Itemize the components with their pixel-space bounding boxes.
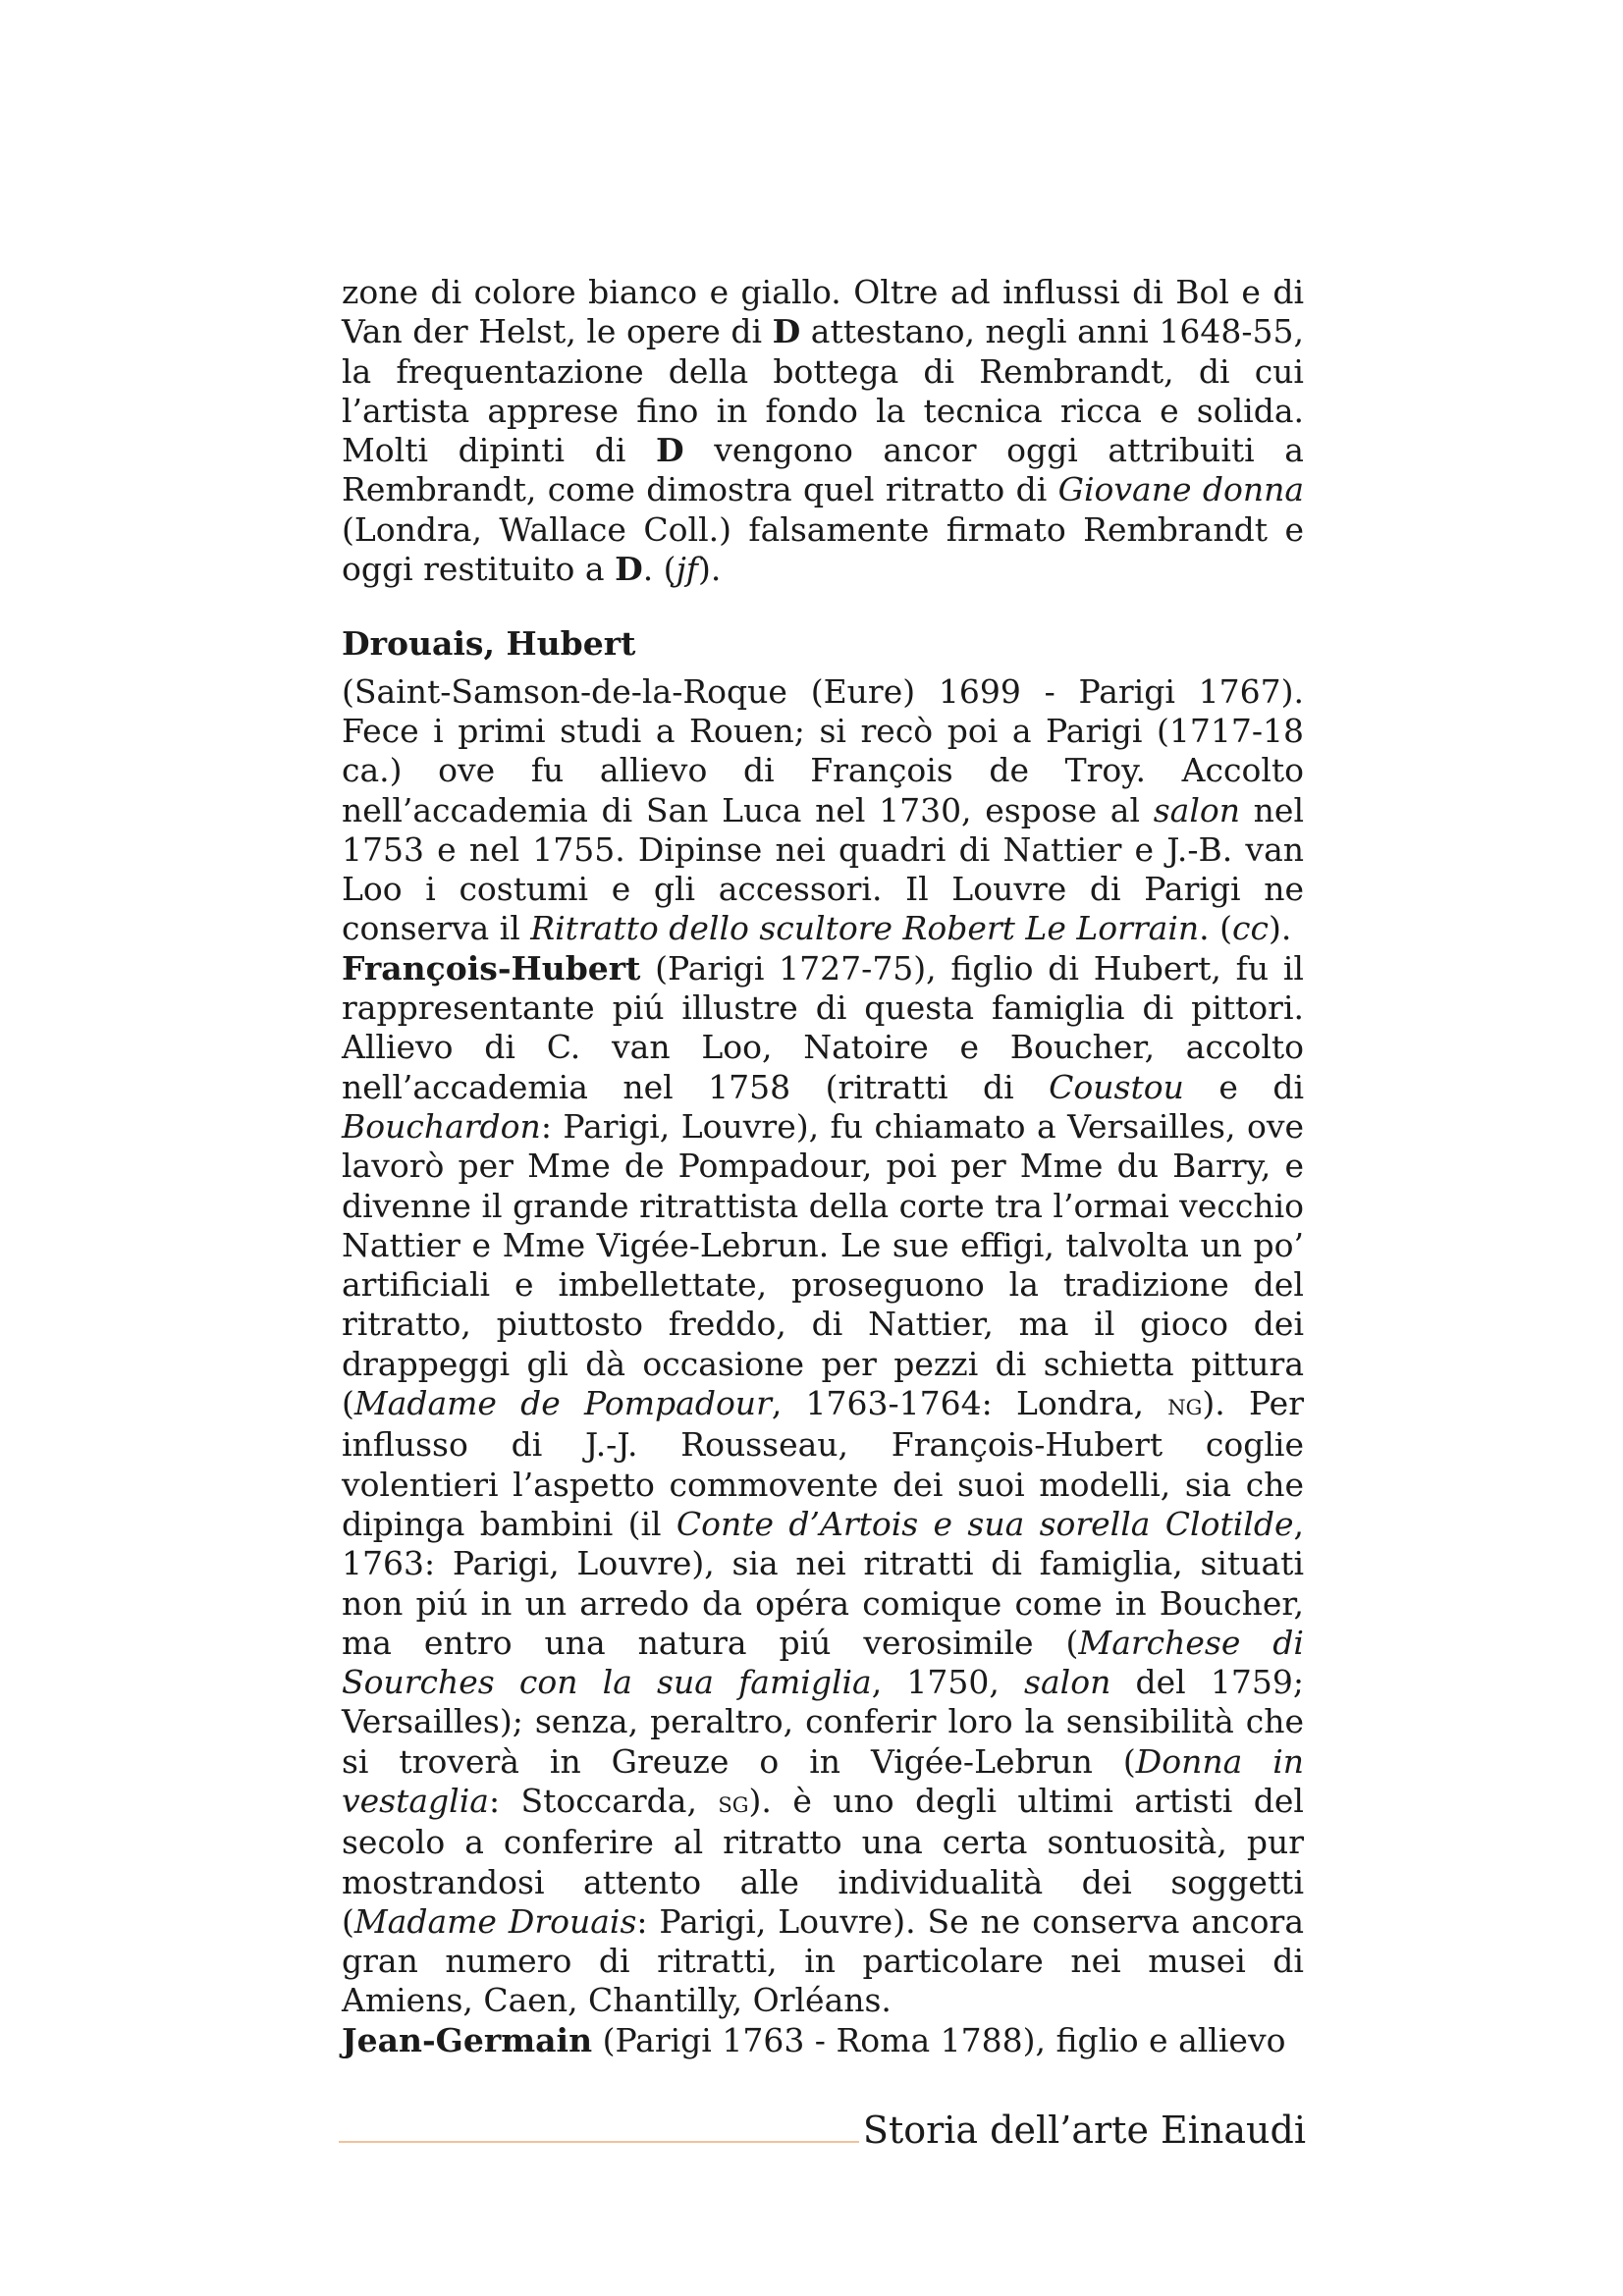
text-run: (Parigi 1727-75), figlio di Hubert, fu il rappresentante piú illustre di questa famiglia di pittori. Allievo di C. van Loo, Natoire e Boucher, accolto nell’accademia nel 1758 (ritratti di bbox=[342, 948, 1304, 1106]
artwork-title: Madame Drouais bbox=[353, 1901, 637, 1941]
hubert-paragraph bbox=[342, 672, 1304, 949]
text-run: attestano, negli anni 1648-55, la frequentazione della bottega di Rembrandt, di cui l’artista apprese fino in fondo la tecnica ricca e solida. Molti dipinti di bbox=[342, 312, 1305, 470]
text-run: (Londra, Wallace Coll.) falsamente firmato Rembrandt e oggi restituito a bbox=[342, 509, 1304, 589]
text-run: : Parigi, Louvre), fu chiamato a Versailles, ove lavorò per Mme de Pompadour, poi per Mme du Barry, e divenne il grande ritrattista della corte tra l’ormai vecchio Nattier e Mme Vigée-Lebrun. Le sue effigi, talvolta un po’ artificiali e imbellettate, proseguono la tradizione del ritratto, piuttosto freddo, di Nattier, ma il gioco dei drappeggi gli dà occasione per pezzi di schietta pittura ( bbox=[342, 1106, 1304, 1423]
artwork-title: Giovane donna bbox=[1057, 470, 1304, 509]
jean-germain-paragraph bbox=[342, 2021, 1304, 2060]
text-run: ). bbox=[698, 550, 722, 589]
text-run: . ( bbox=[1199, 909, 1233, 948]
artwork-title: Marchese di Sourches con la sua famiglia bbox=[342, 1623, 1304, 1702]
text-run: ). bbox=[1268, 909, 1292, 948]
artwork-title: Bouchardon bbox=[342, 1106, 541, 1146]
text-run: e di bbox=[1183, 1067, 1305, 1106]
artwork-title: Ritratto dello scultore Robert Le Lorrain bbox=[530, 909, 1200, 948]
abbrev-bold: D bbox=[656, 431, 684, 470]
subentry-name: François-Hubert bbox=[342, 948, 641, 988]
subentry-name: Jean-Germain bbox=[342, 2020, 593, 2059]
text-run: ). Per influsso di J.-J. Rousseau, François-Hubert coglie volentieri l’aspetto commovente dei suoi modelli, sia che dipinga bambini (il bbox=[342, 1384, 1304, 1543]
author-initials: jf bbox=[676, 550, 699, 589]
text-run: , 1750, bbox=[871, 1663, 1025, 1702]
abbrev-bold: D bbox=[615, 550, 643, 589]
museum-abbrev: ng bbox=[1167, 1388, 1203, 1423]
page-footer bbox=[339, 2109, 1306, 2167]
text-column bbox=[342, 273, 1304, 2060]
text-run: (Parigi 1763 - Roma 1788), figlio e allievo bbox=[592, 2020, 1286, 2059]
text-run: : Parigi, Louvre). Se ne conserva ancora gran numero di ritratti, in particolare nei musei di Amiens, Caen, Chantilly, Orléans. bbox=[342, 1901, 1304, 2020]
artwork-title: Conte d’Artois e sua sorella Clotilde bbox=[676, 1504, 1294, 1543]
text-run: vengono ancor oggi attribuiti a Rembrandt, come dimostra quel ritratto di bbox=[342, 431, 1304, 509]
text-run: . ( bbox=[642, 550, 676, 589]
artwork-title: Coustou bbox=[1049, 1067, 1184, 1106]
text-run: ). è uno degli ultimi artisti del secolo a conferire al ritratto una certa sontuosità, pur mostrandosi attento alle individualità dei soggetti ( bbox=[342, 1781, 1304, 1941]
text-run: zone di colore bianco e giallo. Oltre ad influssi di Bol e di Van der Helst, le opere di bbox=[342, 273, 1304, 351]
artwork-title: Madame de Pompadour bbox=[353, 1384, 772, 1423]
text-run: del 1759; Versailles); senza, peraltro, conferir loro la sensibilità che si troverà in Greuze o in Vigée-Lebrun ( bbox=[342, 1663, 1304, 1781]
text-run: : Stoccarda, bbox=[488, 1781, 719, 1820]
text-run: nel 1753 e nel 1755. Dipinse nei quadri di Nattier e J.-B. van Loo i costumi e gli accessori. Il Louvre di Parigi ne conserva il bbox=[342, 790, 1305, 948]
intro-paragraph bbox=[342, 273, 1304, 589]
footer-title: Storia dell’arte Einaudi bbox=[862, 2109, 1306, 2152]
italic-term: salon bbox=[1153, 790, 1240, 829]
text-run: , 1763-1764: Londra, bbox=[771, 1384, 1168, 1423]
italic-term: salon bbox=[1024, 1663, 1111, 1702]
text-run: , 1763: Parigi, Louvre), sia nei ritratti di famiglia, situati non piú in un arredo da opéra comique come in Boucher, ma entro una natura piú verosimile ( bbox=[342, 1504, 1304, 1662]
francois-hubert-paragraph bbox=[342, 949, 1304, 2021]
text-run: (Saint-Samson-de-la-Roque (Eure) 1699 - Parigi 1767). Fece i primi studi a Rouen; si recò poi a Parigi (1717-18 ca.) ove fu allievo di François de Troy. Accolto nell’accademia di San Luca nel 1730, espose al bbox=[342, 671, 1304, 829]
footer-rule bbox=[339, 2141, 859, 2143]
entry-heading: Drouais, Hubert bbox=[342, 624, 636, 664]
abbrev-bold: D bbox=[772, 312, 801, 351]
artwork-title: Donna in vestaglia bbox=[342, 1741, 1304, 1820]
museum-abbrev: sg bbox=[718, 1785, 749, 1820]
author-initials: cc bbox=[1232, 909, 1269, 948]
